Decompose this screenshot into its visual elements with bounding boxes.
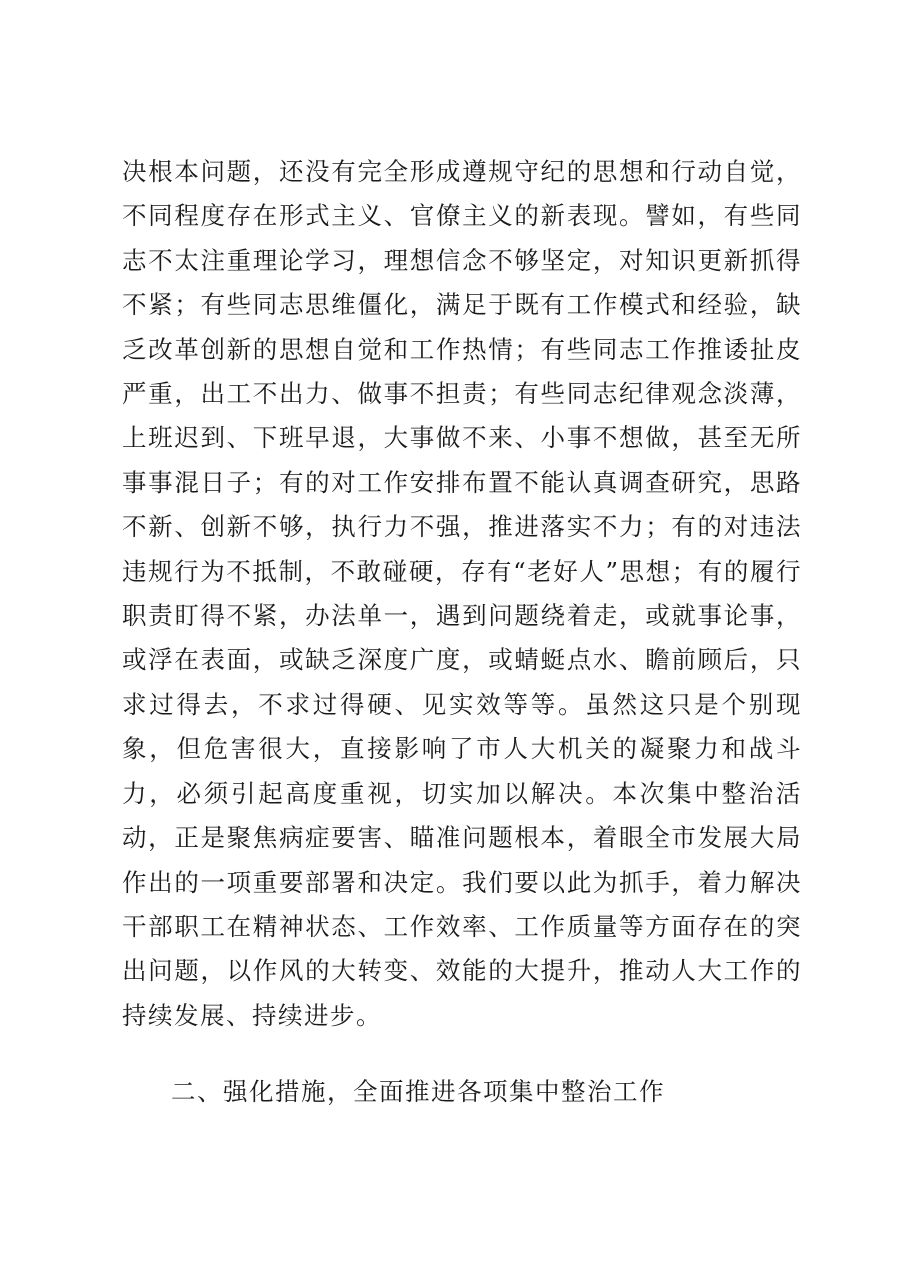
section-heading: 二、强化措施，全面推进各项集中整治工作 [171, 1077, 665, 1106]
body-paragraph: 决根本问题，还没有完全形成遵规守纪的思想和行动自觉，不同程度存在形式主义、官僚主义的新表现。譬如，有些同志不太注重理论学习，理想信念不够坚定，对知识更新抓得不紧；有些同志思维僵化，满足于既有工作模式和经验，缺乏改革创新的思想自觉和工作热情；有些同志工作推诿扯皮严重，出工不出力、做事不担责；有些同志纪律观念淡薄，上班迟到、下班早退，大事做不来、小事不想做，甚至无所事事混日子；有的对工作安排布置不能认真调查研究，思路不新、创新不够，执行力不强，推进落实不力；有的对违法违规行为不抵制，不敢碰硬，存有“老好人”思想；有的履行职责盯得不紧，办法单一，遇到问题绕着走，或就事论事，或浮在表面，或缺乏深度广度，或蜻蜓点水、瞻前顾后，只求过得去，不求过得硬、见实效等等。虽然这只是个别现象，但危害很大，直接影响了市人大机关的凝聚力和战斗力，必须引起高度重视，切实加以解决。本次集中整治活动，正是聚焦病症要害、瞄准问题根本，着眼全市发展大局作出的一项重要部署和决定。我们要以此为抓手，着力解决干部职工在精神状态、工作效率、工作质量等方面存在的突出问题，以作风的大转变、效能的大提升，推动人大工作的持续发展、持续进步。 [122, 157, 802, 1030]
